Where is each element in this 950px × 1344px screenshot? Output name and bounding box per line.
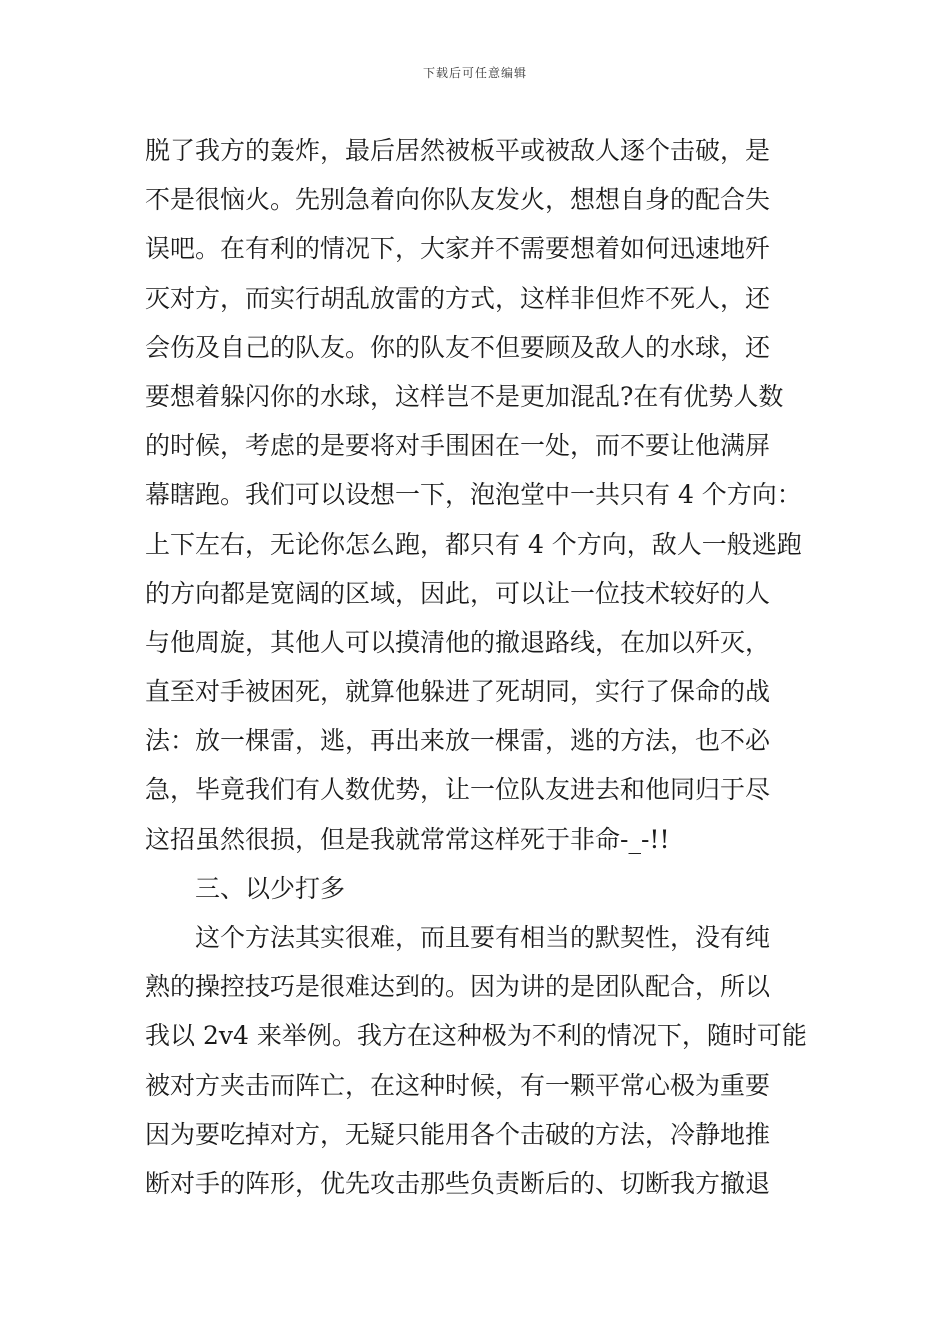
text-line: 这个方法其实很难，而且要有相当的默契性，没有纯 (195, 923, 771, 952)
text-line: 脱了我方的轰炸，最后居然被板平或被敌人逐个击破，是 (145, 136, 771, 165)
text-line: 的时候，考虑的是要将对手围困在一处，而不要让他满屏 (145, 431, 771, 461)
text-line: 三、以少打多 (195, 873, 346, 903)
text-line: 因为要吃掉对方，无疑只能用各个击破的方法，冷静地推 (145, 1119, 771, 1149)
text-line: 急，毕竟我们有人数优势，让一位队友进去和他同归于尽 (145, 775, 771, 805)
text-line: 直至对手被困死，就算他躲进了死胡同，实行了保命的战 (145, 677, 771, 707)
text-line: 与他周旋，其他人可以摸清他的撤退路线，在加以歼灭， (145, 627, 771, 657)
text-line: 会伤及自己的队友。你的队友不但要顾及敌人的水球，还 (145, 332, 771, 362)
text-line: 要想着躲闪你的水球，这样岂不是更加混乱?在有优势人数 (145, 381, 784, 411)
body-text (145, 126, 815, 1208)
text-line: 被对方夹击而阵亡，在这种时候，有一颗平常心极为重要 (145, 1070, 771, 1100)
text-line: 误吧。在有利的情况下，大家并不需要想着如何迅速地歼 (145, 234, 771, 264)
text-line: 法：放一棵雷，逃，再出来放一棵雷，逃的方法，也不必 (145, 726, 771, 756)
text-line: 不是很恼火。先别急着向你队友发火，想想自身的配合失 (145, 185, 771, 215)
text-line: 灭对方，而实行胡乱放雷的方式，这样非但炸不死人，还 (145, 283, 771, 313)
text-line: 我以 2v4 来举例。我方在这种极为不利的情况下，随时可能 (145, 1021, 807, 1051)
page-header: 下载后可任意编辑 (422, 66, 527, 80)
text-line: 的方向都是宽阔的区域，因此，可以让一位技术较好的人 (145, 578, 771, 608)
text-line: 熟的操控技巧是很难达到的。因为讲的是团队配合，所以 (145, 972, 771, 1002)
text-line: 断对手的阵形，优先攻击那些负责断后的、切断我方撤退 (145, 1168, 771, 1198)
text-line: 幕瞎跑。我们可以设想一下，泡泡堂中一共只有 4 个方向： (145, 480, 802, 510)
text-line: 这招虽然很损，但是我就常常这样死于非命-_-!! (145, 824, 670, 854)
text-line: 上下左右，无论你怎么跑，都只有 4 个方向，敌人一般逃跑 (145, 529, 802, 559)
